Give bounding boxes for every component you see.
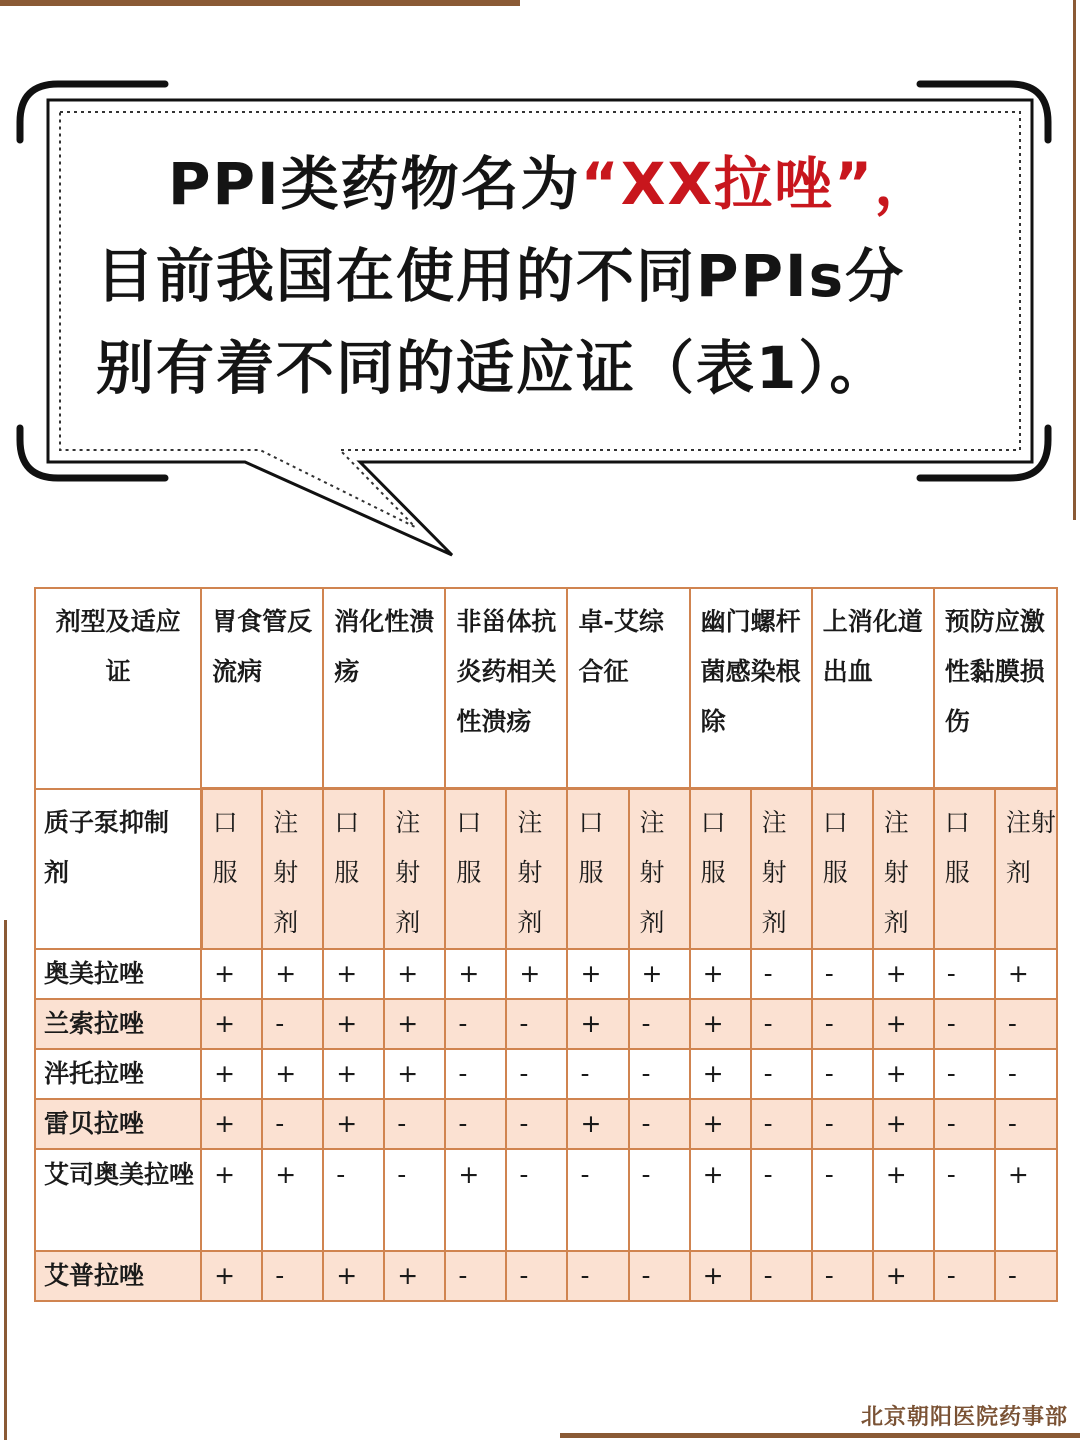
indication-cell: + (201, 1149, 262, 1251)
indication-cell: + (690, 999, 751, 1049)
route-oral-header: 口服 (812, 789, 873, 950)
indication-cell: - (567, 1049, 628, 1099)
indication-cell: + (995, 949, 1057, 999)
indication-cell: + (384, 1049, 445, 1099)
indication-cell: - (995, 1099, 1057, 1149)
indication-cell: - (506, 1251, 567, 1301)
table-row (35, 1099, 1057, 1149)
indication-cell: - (751, 1049, 812, 1099)
indication-cell: - (445, 1251, 506, 1301)
indication-header: 消化性溃疡 (323, 588, 445, 789)
indication-cell: - (812, 999, 873, 1049)
indication-cell: - (629, 1099, 690, 1149)
route-injection-header: 注射剂 (995, 789, 1057, 950)
drug-rows (35, 949, 1057, 1301)
indication-cell: - (934, 949, 995, 999)
route-injection-header: 注射剂 (384, 789, 445, 950)
corner-header-top: 剂型及适应证 (35, 588, 201, 789)
indication-cell: - (567, 1251, 628, 1301)
headline-line-3: 别有着不同的适应证（表1）。 (96, 334, 890, 402)
table-row (35, 949, 1057, 999)
headline-drug-name-pattern: XX拉唑 (620, 150, 835, 218)
route-oral-header: 口服 (690, 789, 751, 950)
table-row (35, 1251, 1057, 1301)
indication-cell: + (567, 1099, 628, 1149)
indication-cell: + (690, 1251, 751, 1301)
indication-cell: - (262, 1099, 323, 1149)
footer-credit: 北京朝阳医院药事部 (860, 1404, 1068, 1430)
indication-cell: + (323, 1251, 384, 1301)
headline-text (96, 138, 1016, 414)
indication-cell: - (812, 949, 873, 999)
table-row (35, 999, 1057, 1049)
route-oral-header: 口服 (445, 789, 506, 950)
indication-cell: + (445, 1149, 506, 1251)
indication-cell: + (201, 1099, 262, 1149)
indication-cell: + (262, 949, 323, 999)
indication-cell: + (323, 1099, 384, 1149)
indication-cell: + (323, 999, 384, 1049)
drug-name: 奥美拉唑 (35, 949, 201, 999)
indication-cell: - (934, 1099, 995, 1149)
route-injection-header: 注射剂 (506, 789, 567, 950)
indication-cell: - (629, 1149, 690, 1251)
indication-cell: - (751, 1149, 812, 1251)
indication-header: 预防应激性黏膜损伤 (934, 588, 1057, 789)
indication-cell: - (323, 1149, 384, 1251)
indication-cell: - (812, 1049, 873, 1099)
indication-cell: + (995, 1149, 1057, 1251)
indication-cell: + (506, 949, 567, 999)
indication-cell: - (995, 1251, 1057, 1301)
indication-cell: + (201, 999, 262, 1049)
indication-cell: - (751, 1099, 812, 1149)
indication-cell: + (690, 949, 751, 999)
indication-cell: - (751, 1251, 812, 1301)
indication-cell: + (384, 1251, 445, 1301)
indication-cell: - (629, 1251, 690, 1301)
corner-header-bottom: 质子泵抑制剂 (35, 789, 201, 950)
indication-cell: - (629, 999, 690, 1049)
route-header-row (35, 789, 1057, 950)
indication-cell: + (201, 1251, 262, 1301)
drug-name: 雷贝拉唑 (35, 1099, 201, 1149)
route-injection-header: 注射剂 (751, 789, 812, 950)
indication-cell: - (506, 1099, 567, 1149)
headline-line-1-text: PPI类药物名为 (168, 150, 581, 218)
indication-cell: - (445, 1099, 506, 1149)
indication-cell: + (567, 999, 628, 1049)
route-injection-header: 注射剂 (873, 789, 934, 950)
ppi-indication-table (34, 587, 1058, 1302)
route-injection-header: 注射剂 (262, 789, 323, 950)
drug-name: 艾普拉唑 (35, 1251, 201, 1301)
indication-cell: - (262, 999, 323, 1049)
headline-quote-close: ”， (834, 150, 935, 218)
indication-cell: + (323, 949, 384, 999)
indication-cell: - (506, 1049, 567, 1099)
table-row (35, 1149, 1057, 1251)
indication-cell: + (690, 1099, 751, 1149)
indication-cell: + (567, 949, 628, 999)
indication-cell: + (262, 1149, 323, 1251)
route-oral-header: 口服 (323, 789, 384, 950)
indication-header: 卓-艾综合征 (567, 588, 689, 789)
headline-quote-open: “ (580, 150, 621, 218)
table-row (35, 1049, 1057, 1099)
indication-header: 非甾体抗炎药相关性溃疡 (445, 588, 567, 789)
indication-cell: - (995, 1049, 1057, 1099)
headline-line-2: 目前我国在使用的不同PPIs分 (96, 242, 906, 310)
drug-name: 兰索拉唑 (35, 999, 201, 1049)
indication-cell: - (567, 1149, 628, 1251)
indication-cell: + (384, 949, 445, 999)
indication-cell: - (812, 1099, 873, 1149)
indication-cell: + (201, 1049, 262, 1099)
indication-cell: - (934, 1049, 995, 1099)
drug-name: 泮托拉唑 (35, 1049, 201, 1099)
indication-cell: + (262, 1049, 323, 1099)
indication-cell: + (873, 1099, 934, 1149)
indication-cell: - (629, 1049, 690, 1099)
indication-cell: - (506, 999, 567, 1049)
indication-cell: - (995, 999, 1057, 1049)
indication-cell: - (384, 1149, 445, 1251)
indication-cell: - (384, 1099, 445, 1149)
frame-line-left (4, 920, 7, 1440)
indication-cell: + (201, 949, 262, 999)
indication-cell: - (445, 999, 506, 1049)
indication-cell: + (690, 1049, 751, 1099)
indication-cell: - (751, 949, 812, 999)
route-injection-header: 注射剂 (629, 789, 690, 950)
drug-name: 艾司奥美拉唑 (35, 1149, 201, 1251)
indication-header: 上消化道出血 (812, 588, 934, 789)
frame-line-bottom (560, 1433, 1080, 1438)
indication-cell: + (323, 1049, 384, 1099)
indication-cell: + (873, 949, 934, 999)
indication-cell: - (934, 999, 995, 1049)
headline-line-1 (96, 138, 1016, 230)
indication-cell: - (262, 1251, 323, 1301)
indication-cell: + (629, 949, 690, 999)
indication-cell: + (445, 949, 506, 999)
indication-header: 胃食管反流病 (201, 588, 323, 789)
indication-cell: - (812, 1251, 873, 1301)
indication-cell: + (873, 999, 934, 1049)
indication-cell: + (384, 999, 445, 1049)
indication-cell: + (690, 1149, 751, 1251)
route-oral-header: 口服 (201, 789, 262, 950)
indication-cell: - (934, 1251, 995, 1301)
route-oral-header: 口服 (934, 789, 995, 950)
indication-cell: + (873, 1149, 934, 1251)
indication-cell: - (934, 1149, 995, 1251)
indication-header: 幽门螺杆菌感染根除 (690, 588, 812, 789)
speech-bubble (0, 0, 1080, 570)
indication-cell: - (445, 1049, 506, 1099)
route-oral-header: 口服 (567, 789, 628, 950)
indication-cell: + (873, 1251, 934, 1301)
indication-cell: + (873, 1049, 934, 1099)
indication-cell: - (812, 1149, 873, 1251)
indication-cell: - (751, 999, 812, 1049)
indication-cell: - (506, 1149, 567, 1251)
indication-header-row (35, 588, 1057, 789)
